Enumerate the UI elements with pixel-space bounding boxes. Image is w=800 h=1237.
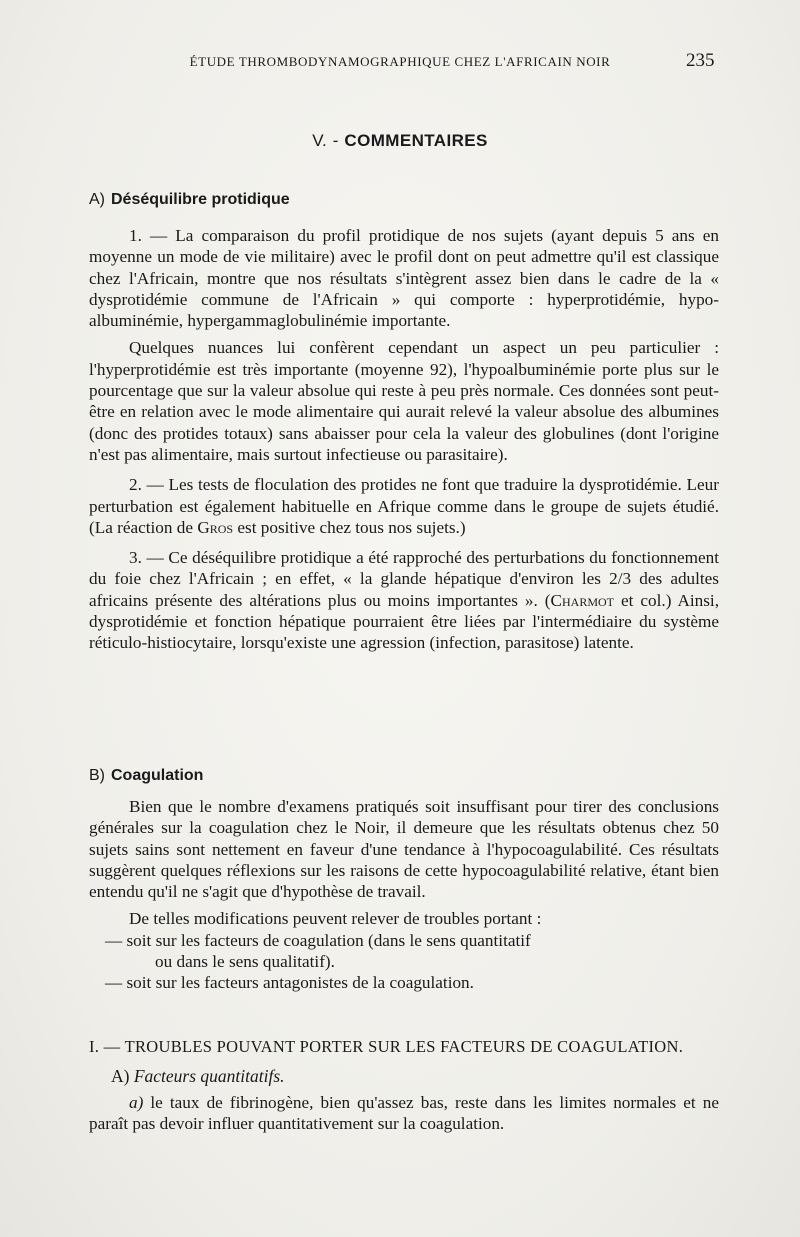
item-a-letter: a) (129, 1093, 144, 1112)
item-a-text: le taux de fibrinogène, bien qu'assez bas, reste dans les limites normales et ne paraît pas devoir influer quantitativement sur la coagulation. (89, 1093, 719, 1134)
section-b-body (89, 796, 719, 994)
author-gros: Gros (197, 517, 234, 537)
section-dash: - (332, 131, 339, 150)
subheading-quantitative-letter: A) (111, 1066, 130, 1086)
section-heading: COMMENTAIRES (344, 131, 488, 150)
paragraph-a1: 1. — La comparaison du profil protidique de nos sujets (ayant depuis 5 ans en moyenne un mode de vie militaire) avec le profil dont on peut admettre qu'il est classique chez l'Africain, montre que nos résultats s'intègrent assez bien dans le cadre de la « dysprotidémie commune de l'Africain » qui comporte : hyperprotidémie, hypo-albuminémie, hypergammaglobulinémie importante. (89, 226, 719, 331)
subheading-b (89, 767, 203, 785)
running-head: ÉTUDE THROMBODYNAMOGRAPHIQUE CHEZ L'AFRICAIN NOIR (189, 54, 611, 69)
section-a-body (89, 225, 719, 654)
author-charmot: Charmot (550, 590, 614, 610)
paragraph-a4-text: 3. — Ce déséquilibre protidique a été rapproché des perturbations du fonctionnement du foie chez l'Africain ; en effet, « la glande hépatique d'environ les 2/3 des adultes africains présente des altérations plus ou moins importantes ». ( (89, 548, 719, 610)
page-number: 235 (686, 50, 715, 71)
paragraph-a3 (89, 474, 719, 538)
subheading-quantitative (111, 1066, 285, 1087)
section-i-body (89, 1092, 719, 1135)
paragraph-a3-end: est positive chez tous nos sujets.) (233, 517, 466, 537)
list-item-quantitative-cont: ou dans le sens qualitatif). (155, 952, 335, 972)
section-number: V. (312, 131, 327, 150)
subheading-b-letter: B) (89, 767, 105, 784)
paragraph-a2: Quelques nuances lui confèrent cependant un aspect un peu particulier : l'hyperprotidémie est très importante (moyenne 92), l'hypoalbuminémie porte plus sur le pourcentage que sur la valeur absolue qui reste à peu près normale. Ces données sont peut-être en relation avec le mode alimentaire qui aurait relevé la valeur absolue des albumines (donc des protides totaux) sans abaisser pour cela la valeur des globulines (dont l'origine n'est pas alimentaire, mais surtout infectieuse ou parasitaire). (89, 338, 719, 464)
part-i-numeral: I. — (89, 1037, 121, 1056)
subheading-a (89, 191, 290, 209)
subheading-quantitative-title: Facteurs quantitatifs. (133, 1066, 285, 1086)
list-item-antagonists: — soit sur les facteurs antagonistes de la coagulation. (105, 973, 474, 993)
paragraph-a3-text: 2. — Les tests de floculation des protides ne font que traduire la dysprotidémie. Leur perturbation est également habituelle en Afrique comme dans le groupe de sujets étudié. (La réaction de (89, 475, 719, 537)
part-i-heading (89, 1037, 719, 1057)
paragraph-fibrinogen (89, 1092, 719, 1135)
paragraph-b2: De telles modifications peuvent relever de troubles portant : (129, 909, 542, 929)
paragraph-a4-end: et col.) Ainsi, dysprotidémie et fonction hépatique pourraient être liées par l'intermédiaire du système réticulo-histiocytaire, lorsqu'existe une agression (infection, parasitose) latente. (89, 590, 720, 653)
part-i-title: TROUBLES POUVANT PORTER SUR LES FACTEURS DE COAGULATION. (124, 1037, 684, 1056)
subheading-a-letter: A) (89, 191, 105, 208)
section-title (0, 131, 800, 151)
list-item-quantitative: — soit sur les facteurs de coagulation (dans le sens quantitatif (105, 930, 531, 950)
subheading-b-title: Coagulation (111, 767, 204, 784)
subheading-a-title: Déséquilibre protidique (111, 191, 290, 208)
paragraph-a4 (89, 547, 719, 653)
paragraph-b1: Bien que le nombre d'examens pratiqués soit insuffisant pour tirer des conclusions générales sur la coagulation chez le Noir, il demeure que les résultats obtenus chez 50 sujets sains sont nettement en faveur d'une tendance à l'hypocoagulabilité. Ces résultats suggèrent quelques réflexions sur les raisons de cette hypocoagulabilité relative, étant bien entendu qu'il ne s'agit que d'hypothèse de travail. (89, 797, 719, 902)
